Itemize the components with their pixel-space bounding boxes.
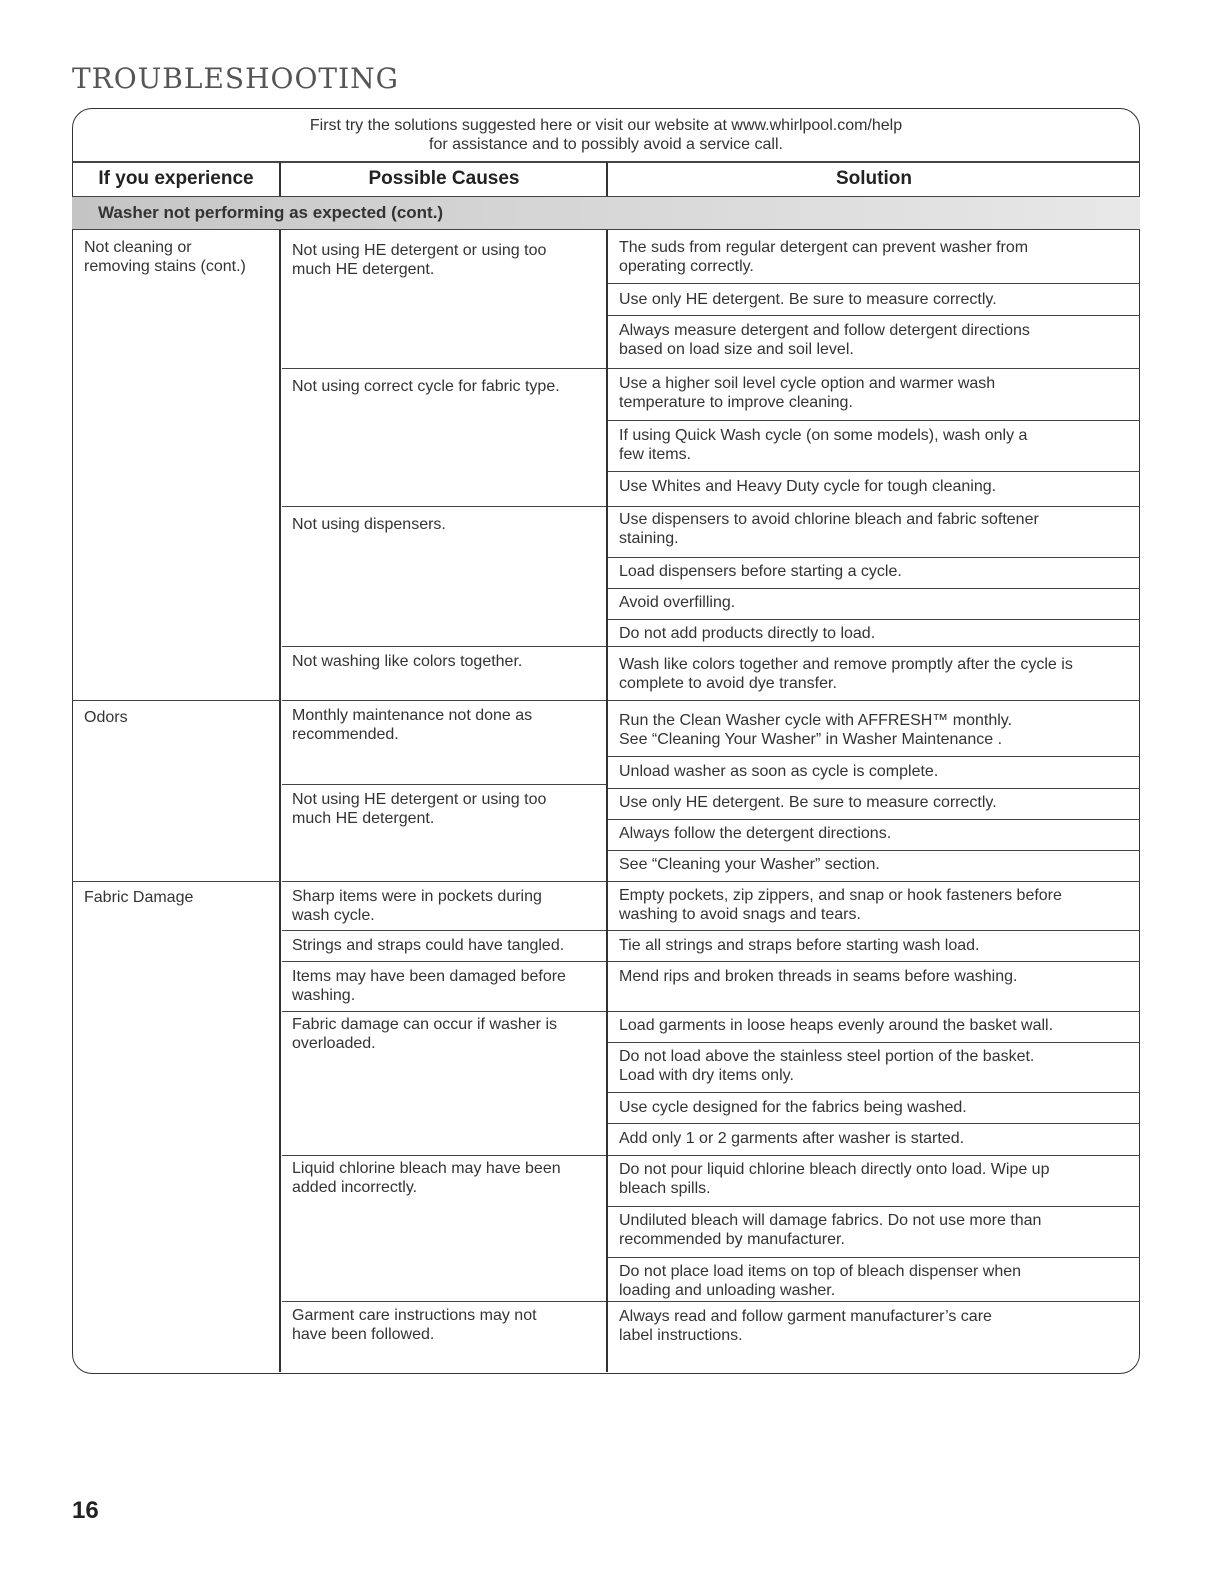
cause-text: Not using HE detergent or using too much HE detergent. (292, 242, 547, 278)
solution-text: Undiluted bleach will damage fabrics. Do not use more than recommended by manufacturer. (619, 1212, 1042, 1248)
page-number: 16 (72, 1497, 99, 1524)
solution-text: Empty pockets, zip zippers, and snap or hook fasteners before washing to avoid snags and tears. (619, 887, 1062, 923)
row-rule (608, 557, 1140, 558)
row-rule (608, 819, 1140, 820)
row-rule (608, 588, 1140, 589)
problem-label: Odors (84, 709, 128, 726)
row-rule (608, 1123, 1140, 1124)
solution-text: The suds from regular detergent can prevent washer from operating correctly. (619, 239, 1029, 275)
solution-text: Load garments in loose heaps evenly around the basket wall. (619, 1017, 1054, 1034)
cause-text: Not using dispensers. (292, 516, 446, 533)
row-rule (282, 368, 606, 369)
row-rule (282, 784, 606, 785)
row-rule (608, 646, 1140, 647)
solution-text: See “Cleaning your Washer” section. (619, 856, 880, 873)
solution-text: If using Quick Wash cycle (on some models), wash only a few items. (619, 427, 1028, 463)
cause-text: Liquid chlorine bleach may have been added incorrectly. (292, 1160, 561, 1196)
solution-text: Run the Clean Washer cycle with AFFRESH™ monthly. See “Cleaning Your Washer” in Washer Maintenance . (619, 712, 1013, 748)
solution-text: Add only 1 or 2 garments after washer is started. (619, 1130, 965, 1147)
solution-text: Do not pour liquid chlorine bleach directly onto load. Wipe up bleach spills. (619, 1161, 1050, 1197)
row-rule (282, 1301, 606, 1302)
cause-text: Not using HE detergent or using too much HE detergent. (292, 791, 547, 827)
solution-text: Use dispensers to avoid chlorine bleach and fabric softener staining. (619, 511, 1039, 547)
page-title: TROUBLESHOOTING (72, 62, 400, 95)
row-rule (608, 788, 1140, 789)
row-rule (282, 961, 606, 962)
solution-text: Wash like colors together and remove promptly after the cycle is complete to avoid dye transfer. (619, 656, 1073, 692)
row-rule (608, 1206, 1140, 1207)
row-rule (608, 756, 1140, 757)
row-rule (608, 961, 1140, 962)
solution-text: Use Whites and Heavy Duty cycle for tough cleaning. (619, 478, 997, 495)
solution-text: Use a higher soil level cycle option and warmer wash temperature to improve cleaning. (619, 375, 996, 411)
row-rule (282, 930, 606, 931)
row-rule (608, 1257, 1140, 1258)
cause-text: Garment care instructions may not have been followed. (292, 1307, 537, 1343)
problem-label: Fabric Damage (84, 889, 194, 906)
solution-text: Load dispensers before starting a cycle. (619, 563, 902, 580)
row-rule (72, 881, 280, 882)
row-rule (608, 1011, 1140, 1012)
solution-text: Use only HE detergent. Be sure to measure correctly. (619, 794, 997, 811)
solution-text: Use only HE detergent. Be sure to measure correctly. (619, 291, 997, 308)
row-rule (72, 700, 280, 701)
solution-text: Tie all strings and straps before starting wash load. (619, 937, 980, 954)
row-rule (282, 881, 606, 882)
solution-text: Avoid overfilling. (619, 594, 736, 611)
row-rule (608, 850, 1140, 851)
solution-text: Use cycle designed for the fabrics being washed. (619, 1099, 967, 1116)
solution-text: Mend rips and broken threads in seams before washing. (619, 968, 1018, 985)
solution-text: Do not place load items on top of bleach dispenser when loading and unloading washer. (619, 1263, 1022, 1299)
row-rule (608, 930, 1140, 931)
row-rule (608, 283, 1140, 284)
row-rule (282, 700, 606, 701)
solution-text: Do not add products directly to load. (619, 625, 876, 642)
header-divider (606, 162, 608, 196)
solution-text: Always measure detergent and follow detergent directions based on load size and soil level. (619, 322, 1030, 358)
row-rule (608, 1042, 1140, 1043)
row-rule (608, 881, 1140, 882)
section-title: Washer not performing as expected (cont.) (72, 196, 1140, 230)
row-rule (608, 1092, 1140, 1093)
intro-line-2: for assistance and to possibly avoid a service call. (429, 136, 783, 153)
row-rule (608, 471, 1140, 472)
row-rule (282, 646, 606, 647)
row-rule (608, 420, 1140, 421)
cause-text: Fabric damage can occur if washer is overloaded. (292, 1016, 557, 1052)
solution-text: Always follow the detergent directions. (619, 825, 892, 842)
intro-text (72, 116, 1140, 154)
cause-text: Monthly maintenance not done as recommended. (292, 707, 533, 743)
solution-text: Always read and follow garment manufacturer’s care label instructions. (619, 1308, 992, 1344)
column-divider (279, 230, 281, 1372)
cause-text: Not using correct cycle for fabric type. (292, 378, 560, 395)
row-rule (282, 1011, 606, 1012)
header-experience: If you experience (98, 168, 254, 189)
cause-text: Sharp items were in pockets during wash cycle. (292, 888, 542, 924)
row-rule (608, 700, 1140, 701)
header-causes: Possible Causes (368, 168, 520, 189)
row-rule (608, 619, 1140, 620)
cause-text: Strings and straps could have tangled. (292, 937, 565, 954)
header-divider (279, 162, 281, 196)
cause-text: Items may have been damaged before washing. (292, 968, 566, 1004)
intro-line-1: First try the solutions suggested here or visit our website at www.whirlpool.com/help (309, 117, 903, 134)
column-divider (606, 230, 608, 1372)
problem-label: Not cleaning or removing stains (cont.) (84, 239, 246, 275)
solution-text: Unload washer as soon as cycle is complete. (619, 763, 939, 780)
row-rule (608, 1301, 1140, 1302)
row-rule (608, 1155, 1140, 1156)
cause-text: Not washing like colors together. (292, 653, 523, 670)
row-rule (608, 315, 1140, 316)
row-rule (282, 1155, 606, 1156)
header-solution: Solution (836, 168, 912, 189)
row-rule (608, 506, 1140, 507)
row-rule (608, 368, 1140, 369)
solution-text: Do not load above the stainless steel portion of the basket. Load with dry items only. (619, 1048, 1035, 1084)
row-rule (282, 506, 606, 507)
